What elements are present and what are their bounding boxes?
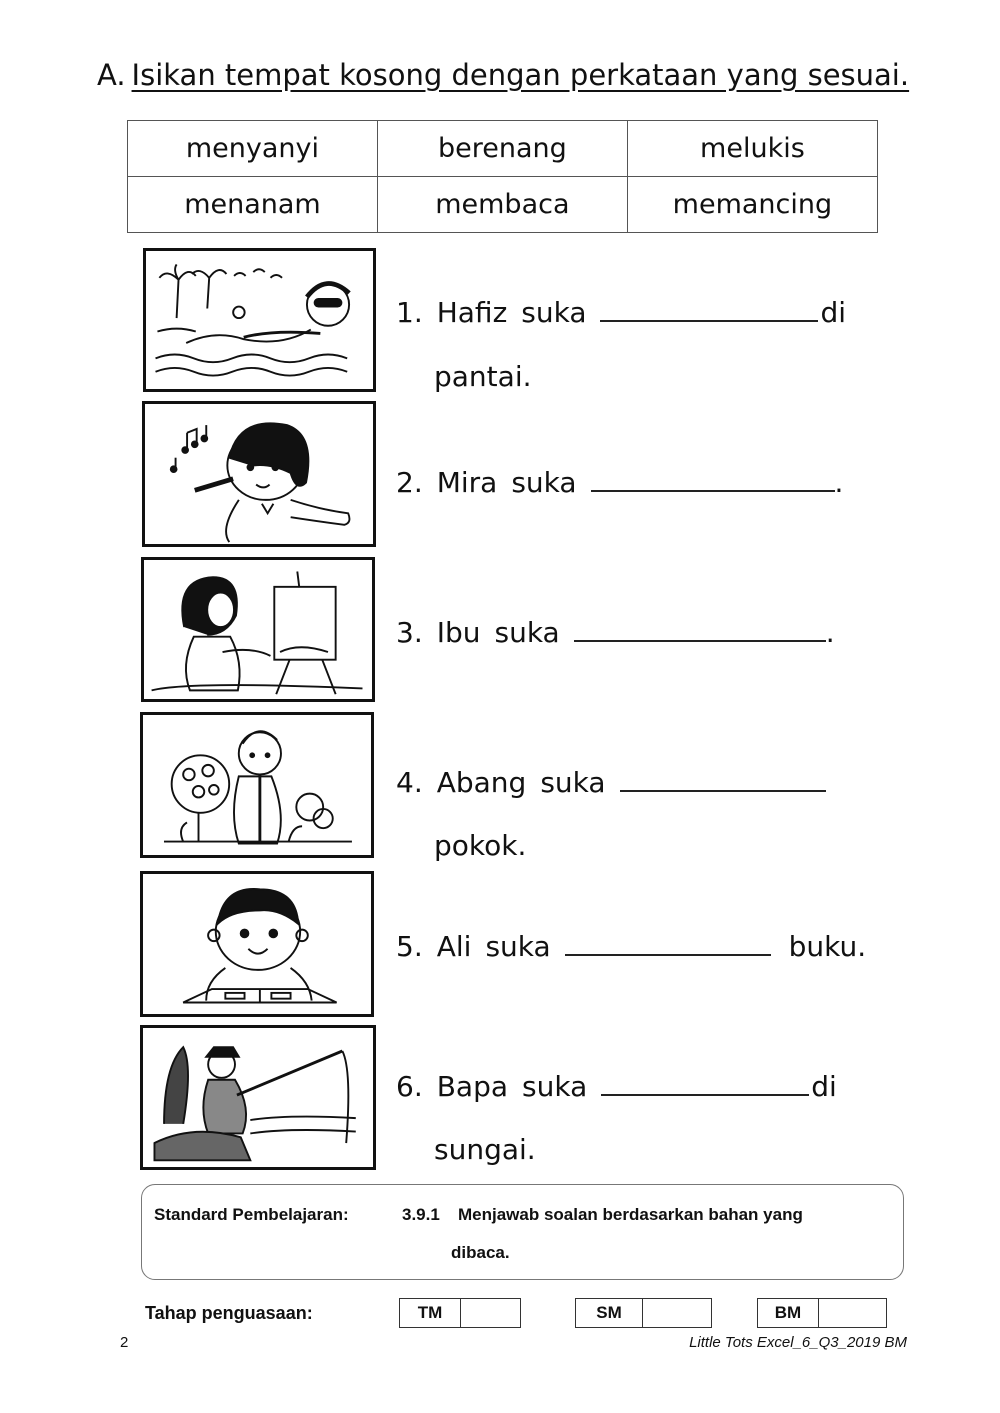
word-bank-cell: berenang bbox=[377, 121, 627, 177]
tahap-label: Tahap penguasaan: bbox=[145, 1303, 313, 1323]
question-number: 5. bbox=[396, 930, 423, 963]
word-bank-row bbox=[128, 121, 878, 177]
question-after: . bbox=[825, 616, 835, 649]
question-1-continuation: pantai. bbox=[434, 360, 532, 393]
learning-standard-box bbox=[141, 1184, 904, 1280]
question-subject: Ibu bbox=[436, 616, 481, 649]
word-bank-cell: melukis bbox=[627, 121, 877, 177]
question-3 bbox=[396, 616, 849, 649]
planting-picture bbox=[140, 712, 374, 858]
answer-blank[interactable] bbox=[620, 768, 826, 792]
question-subject: Mira bbox=[436, 466, 498, 499]
exercise-heading bbox=[97, 58, 909, 92]
page-number: 2 bbox=[120, 1334, 129, 1351]
question-1 bbox=[396, 296, 860, 329]
standard-text-line2: dibaca. bbox=[451, 1243, 510, 1262]
word-bank-cell: memancing bbox=[627, 177, 877, 233]
question-4 bbox=[396, 766, 826, 799]
word-bank-table bbox=[127, 120, 878, 233]
footer-credit: Little Tots Excel_6_Q3_2019 BM bbox=[689, 1334, 907, 1351]
standard-text-line1: Menjawab soalan berdasarkan bahan yang bbox=[458, 1205, 803, 1224]
answer-blank[interactable] bbox=[601, 1072, 809, 1096]
question-verb: suka bbox=[485, 930, 551, 963]
tahap-box-tm bbox=[399, 1298, 521, 1328]
question-6-continuation: sungai. bbox=[434, 1133, 536, 1166]
word-bank-row bbox=[128, 177, 878, 233]
question-4-continuation: pokok. bbox=[434, 829, 527, 862]
question-subject: Bapa bbox=[436, 1070, 509, 1103]
question-after: buku. bbox=[788, 930, 867, 963]
question-6 bbox=[396, 1070, 851, 1103]
question-number: 2. bbox=[396, 466, 423, 499]
tahap-box-sm bbox=[575, 1298, 712, 1328]
question-after: . bbox=[834, 466, 844, 499]
word-bank-cell: menyanyi bbox=[128, 121, 378, 177]
section-letter: A. bbox=[97, 58, 126, 92]
answer-blank[interactable] bbox=[591, 468, 835, 492]
tahap-checkbox-tm[interactable] bbox=[461, 1299, 520, 1327]
tahap-level-label: TM bbox=[400, 1299, 461, 1327]
question-number: 3. bbox=[396, 616, 423, 649]
instruction-text: Isikan tempat kosong dengan perkataan yang sesuai. bbox=[131, 58, 910, 92]
word-bank-cell: membaca bbox=[377, 177, 627, 233]
question-after: di bbox=[811, 1070, 837, 1103]
swimming-picture bbox=[143, 248, 376, 392]
tahap-checkbox-bm[interactable] bbox=[819, 1299, 886, 1327]
question-after: di bbox=[820, 296, 847, 329]
answer-blank[interactable] bbox=[574, 618, 826, 642]
question-subject: Ali bbox=[436, 930, 472, 963]
word-bank-cell: menanam bbox=[128, 177, 378, 233]
question-number: 4. bbox=[396, 766, 423, 799]
question-verb: suka bbox=[521, 296, 587, 329]
question-number: 6. bbox=[396, 1070, 423, 1103]
reading-picture bbox=[140, 871, 374, 1017]
question-number: 1. bbox=[396, 296, 423, 329]
painting-picture bbox=[141, 557, 375, 702]
standard-label: Standard Pembelajaran: bbox=[154, 1205, 349, 1224]
question-verb: suka bbox=[522, 1070, 588, 1103]
singing-picture bbox=[142, 401, 376, 547]
question-2 bbox=[396, 466, 857, 499]
fishing-picture bbox=[140, 1025, 376, 1170]
answer-blank[interactable] bbox=[600, 298, 818, 322]
tahap-level-label: BM bbox=[758, 1299, 819, 1327]
question-verb: suka bbox=[494, 616, 560, 649]
question-subject: Hafiz bbox=[436, 296, 508, 329]
standard-code: 3.9.1 bbox=[402, 1205, 440, 1224]
tahap-level-label: SM bbox=[576, 1299, 643, 1327]
question-subject: Abang bbox=[436, 766, 527, 799]
tahap-checkbox-sm[interactable] bbox=[643, 1299, 711, 1327]
question-5 bbox=[396, 930, 880, 963]
question-verb: suka bbox=[511, 466, 577, 499]
question-verb: suka bbox=[540, 766, 606, 799]
tahap-box-bm bbox=[757, 1298, 887, 1328]
answer-blank[interactable] bbox=[565, 932, 771, 956]
